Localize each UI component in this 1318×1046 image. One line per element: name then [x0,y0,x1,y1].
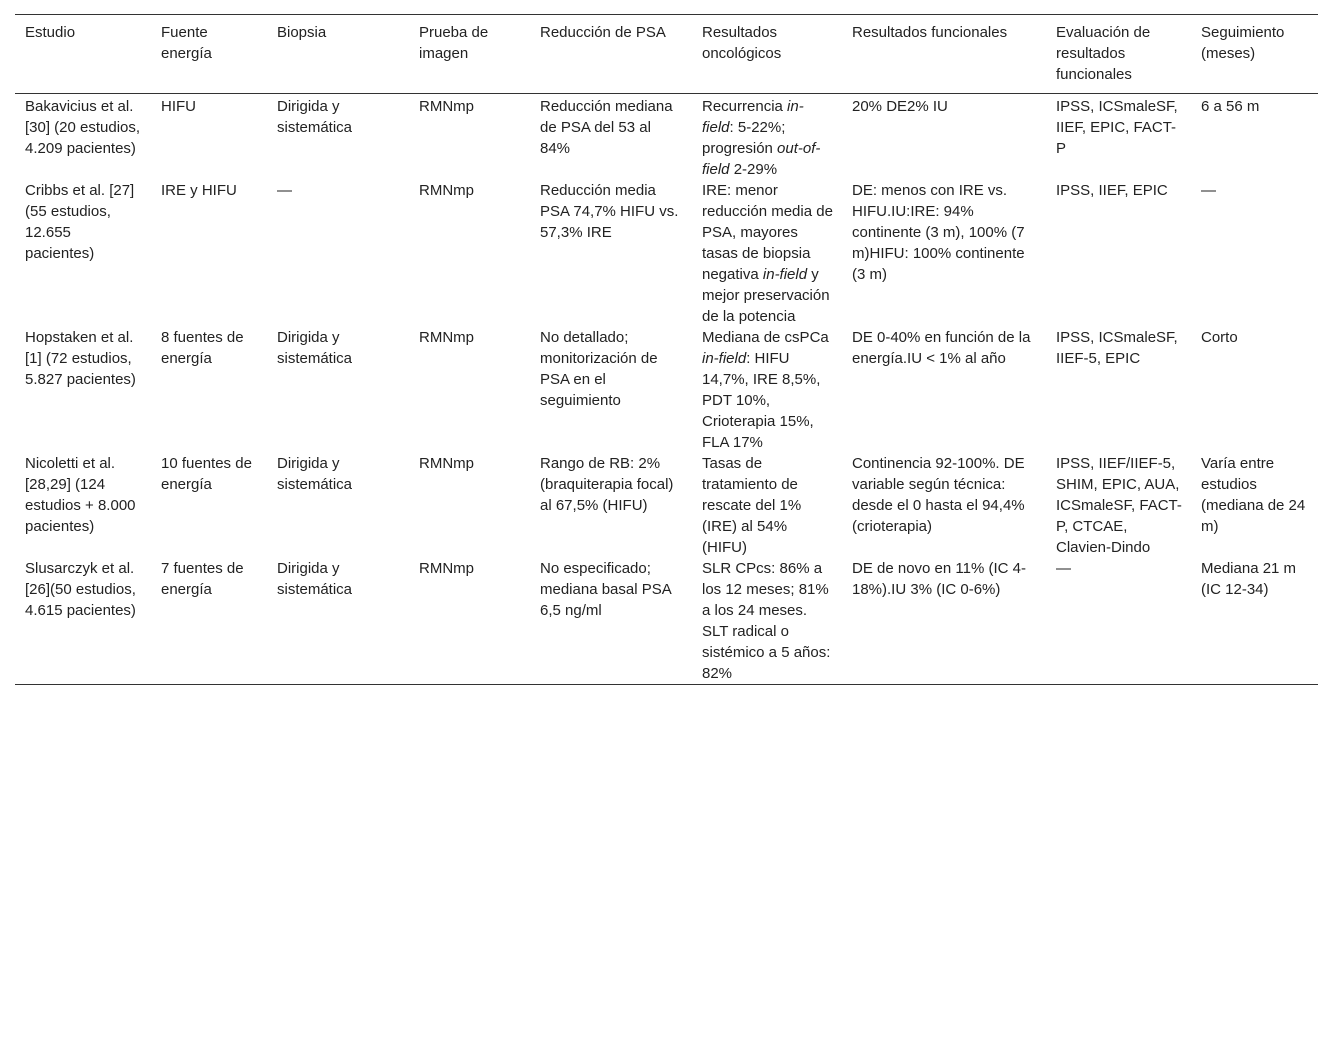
cell-func: 20% DE2% IU [852,98,948,115]
cell-psa: Reducción mediana de PSA del 53 al 84% [540,98,673,157]
cell-imagen: RMNmp [419,182,474,199]
cell-fuente: 8 fuentes de energía [161,329,244,367]
cell-func: DE de novo en 11% (IC 4-18%).IU 3% (IC 0-6%) [852,560,1026,598]
header-estudio: Estudio [25,24,76,41]
cell-eval: IPSS, ICSmaleSF, IIEF-5, EPIC [1056,329,1178,367]
header-biopsia: Biopsia [277,24,327,41]
table-row [15,558,1318,685]
cell-estudio: Slusarczyk et al. [26](50 estudios, 4.615 pacientes) [25,560,136,619]
header-onco: Resultados oncológicos [702,24,782,62]
cell-onco: SLR CPcs: 86% a los 12 meses; 81% a los 24 meses. SLT radical o sistémico a 5 años: 82% [702,560,831,682]
cell-imagen: RMNmp [419,560,474,577]
cell-eval: IPSS, IIEF/IIEF-5, SHIM, EPIC, AUA, ICSmaleSF, FACT-P, CTCAE, Clavien-Dindo [1056,455,1182,556]
table-row [15,453,1318,558]
cell-imagen: RMNmp [419,329,474,346]
cell-psa: No especificado; mediana basal PSA 6,5 ng/ml [540,560,671,619]
cell-biopsia: — [277,182,292,199]
cell-biopsia: Dirigida y sistemática [277,455,353,493]
cell-seg: Varía entre estudios (mediana de 24 m) [1201,455,1306,535]
cell-estudio: Bakavicius et al. [30] (20 estudios, 4.209 pacientes) [25,98,141,157]
cell-biopsia: Dirigida y sistemática [277,560,353,598]
cell-eval: IPSS, ICSmaleSF, IIEF, EPIC, FACT-P [1056,98,1178,157]
cell-psa: Reducción media PSA 74,7% HIFU vs. 57,3% IRE [540,182,679,241]
table-header-row [15,15,1318,94]
cell-eval: — [1056,560,1071,577]
header-psa: Reducción de PSA [540,24,666,41]
cell-seg: Mediana 21 m (IC 12-34) [1201,560,1297,598]
cell-seg: Corto [1201,329,1238,346]
table-row [15,327,1318,453]
header-imagen: Prueba de imagen [419,24,489,62]
cell-biopsia: Dirigida y sistemática [277,329,353,367]
cell-fuente: IRE y HIFU [161,182,237,199]
table-row [15,180,1318,327]
cell-biopsia: Dirigida y sistemática [277,98,353,136]
cell-psa: Rango de RB: 2% (braquiterapia focal) al 67,5% (HIFU) [540,455,674,514]
header-func: Resultados funcionales [852,24,1008,41]
cell-imagen: RMNmp [419,455,474,472]
cell-imagen: RMNmp [419,98,474,115]
cell-estudio: Cribbs et al. [27] (55 estudios, 12.655 pacientes) [25,182,135,262]
cell-estudio: Nicoletti et al. [28,29] (124 estudios + 8.000 pacientes) [25,455,136,535]
cell-fuente: 10 fuentes de energía [161,455,252,493]
cell-psa: No detallado; monitorización de PSA en el seguimiento [540,329,658,409]
header-seg: Seguimiento (meses) [1201,24,1285,62]
cell-eval: IPSS, IIEF, EPIC [1056,182,1168,199]
header-eval: Evaluación de resultados funcionales [1056,24,1151,83]
cell-func: DE: menos con IRE vs. HIFU.IU:IRE: 94% continente (3 m), 100% (7 m)HIFU: 100% continente (3 m) [852,182,1025,283]
cell-onco: Recurrencia in-field: 5-22%; progresión out-of-field 2-29% [702,98,821,178]
studies-table [15,14,1318,685]
cell-onco: Tasas de tratamiento de rescate del 1% (IRE) al 54% (HIFU) [702,455,802,556]
header-fuente: Fuente energía [161,24,212,62]
cell-seg: 6 a 56 m [1201,98,1260,115]
cell-func: DE 0-40% en función de la energía.IU < 1% al año [852,329,1031,367]
cell-fuente: HIFU [161,98,196,115]
cell-seg: — [1201,182,1216,199]
cell-estudio: Hopstaken et al. [1] (72 estudios, 5.827 pacientes) [25,329,136,388]
cell-func: Continencia 92-100%. DE variable según técnica: desde el 0 hasta el 94,4% (crioterapia) [852,455,1025,535]
cell-onco: IRE: menor reducción media de PSA, mayores tasas de biopsia negativa in-field y mejor preservación de la potencia [702,182,833,325]
cell-fuente: 7 fuentes de energía [161,560,244,598]
cell-onco: Mediana de csPCa in-field: HIFU 14,7%, IRE 8,5%, PDT 10%, Crioterapia 15%, FLA 17% [702,329,829,451]
table-row [15,94,1318,181]
